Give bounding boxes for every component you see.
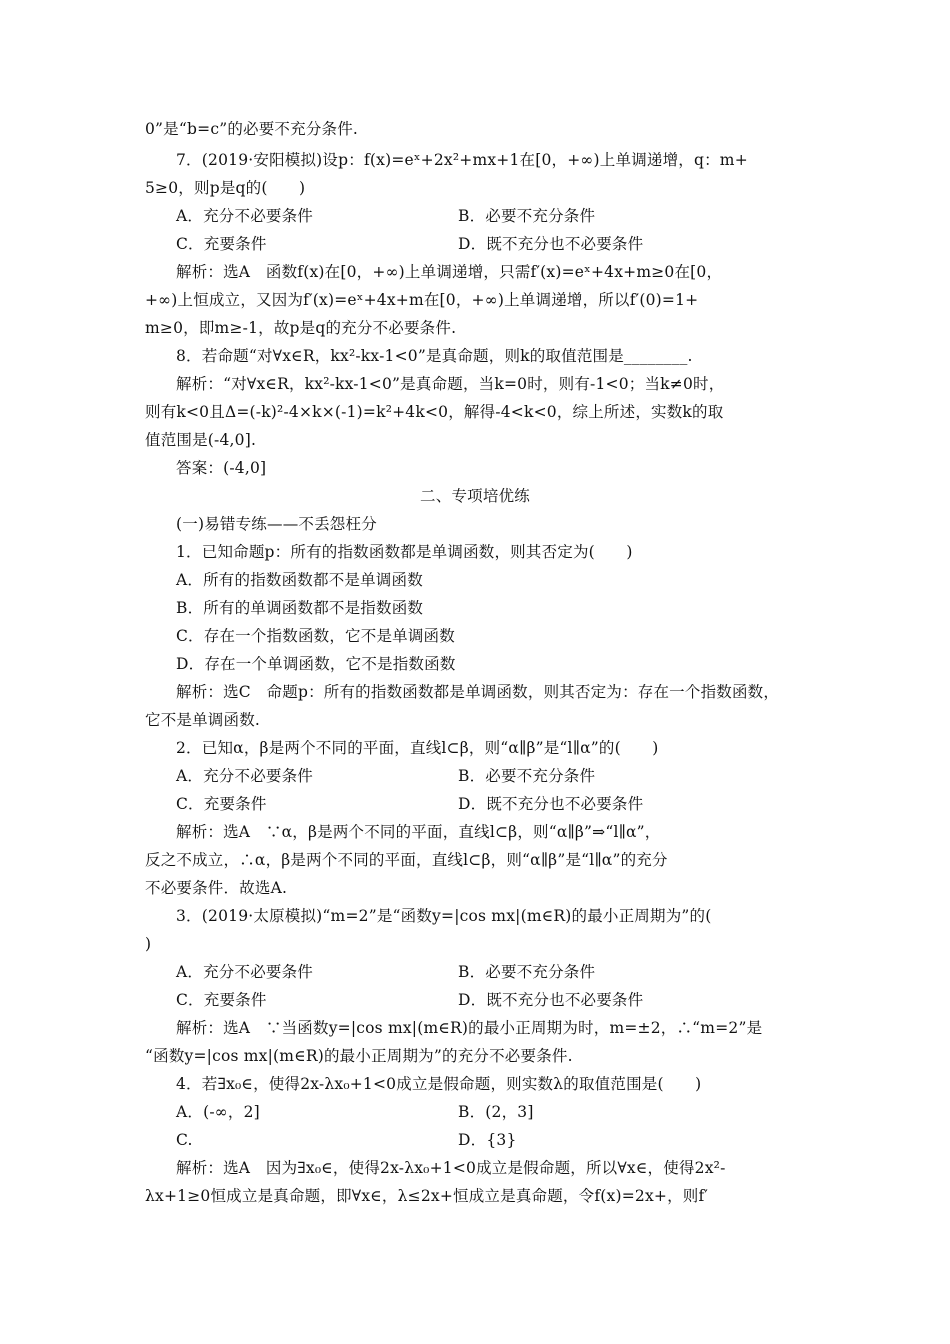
option-c: C．充要条件 [176, 795, 267, 813]
question-4: 4．若∃x₀∈，使得2x-λx₀+1<0成立是假命题，则实数λ的取值范围是( ) [176, 1075, 702, 1093]
option-c: C. [176, 1131, 193, 1149]
option-a: A．所有的指数函数都不是单调函数 [176, 571, 423, 589]
text-line: λx+1≥0恒成立是真命题，即∀x∈，λ≤2x+恒成立是真命题，令f(x)=2x+，则f′ [145, 1187, 709, 1205]
question-8: 8．若命题“对∀x∈R，kx²-kx-1<0”是真命题，则k的取值范围是________. [176, 347, 693, 365]
text-line: m≥0，即m≥-1，故p是q的充分不必要条件. [145, 319, 457, 337]
question-1: 1．已知命题p：所有的指数函数都是单调函数，则其否定为( ) [176, 543, 633, 561]
solution-4: 解析：选A 因为∃x₀∈，使得2x-λx₀+1<0成立是假命题，所以∀x∈，使得2x²- [176, 1159, 726, 1177]
section-heading: 二、专项培优练 [420, 487, 530, 505]
option-a: A．充分不必要条件 [176, 207, 313, 225]
option-b: B．(2，3] [458, 1103, 534, 1121]
solution-8: 解析：“对∀x∈R，kx²-kx-1<0”是真命题，当k=0时，则有-1<0；当k≠0时， [176, 375, 725, 393]
option-c: C．充要条件 [176, 235, 267, 253]
option-a: A．充分不必要条件 [176, 963, 313, 981]
question-3: 3．(2019·太原模拟)“m=2”是“函数y=|cos mx|(m∈R)的最小正周期为”的( [176, 907, 712, 925]
question-7: 7．(2019·安阳模拟)设p：f(x)=eˣ+2x²+mx+1在[0，+∞)上单调递增，q：m+ [176, 151, 748, 169]
text-line: ) [145, 935, 152, 953]
option-c: C．充要条件 [176, 991, 267, 1009]
text-line: 5≥0，则p是q的( ) [145, 179, 306, 197]
option-d: D．既不充分也不必要条件 [458, 795, 644, 813]
text-line: 0”是“b=c”的必要不充分条件. [145, 120, 359, 138]
option-d: D．既不充分也不必要条件 [458, 235, 644, 253]
option-b: B．必要不充分条件 [458, 207, 596, 225]
answer-8: 答案：(-4,0] [176, 459, 267, 477]
text-line: 值范围是(-4,0]. [145, 431, 257, 449]
solution-2: 解析：选A ∵α，β是两个不同的平面，直线l⊂β，则“α∥β”⇒“l∥α”， [176, 823, 661, 841]
option-a: A．(-∞，2] [176, 1103, 260, 1121]
subsection-heading: (一)易错专练——不丢怨枉分 [176, 515, 377, 533]
text-line: 反之不成立，∴α，β是两个不同的平面，直线l⊂β，则“α∥β”是“l∥α”的充分 [145, 851, 668, 869]
text-line: 不必要条件．故选A. [145, 879, 288, 897]
option-b: B．必要不充分条件 [458, 963, 596, 981]
option-d: D．{3} [458, 1131, 517, 1149]
solution-3: 解析：选A ∵当函数y=|cos mx|(m∈R)的最小正周期为时，m=±2，∴“m=2”是 [176, 1019, 763, 1037]
text-line: 它不是单调函数. [145, 711, 261, 729]
option-c: C．存在一个指数函数，它不是单调函数 [176, 627, 455, 645]
option-d: D．存在一个单调函数，它不是指数函数 [176, 655, 456, 673]
text-line: 则有k<0且Δ=(-k)²-4×k×(-1)=k²+4k<0，解得-4<k<0，综上所述，实数k的取 [145, 403, 724, 421]
option-a: A．充分不必要条件 [176, 767, 313, 785]
text-line: +∞)上恒成立，又因为f′(x)=eˣ+4x+m在[0，+∞)上单调递增，所以f′(0)=1+ [145, 291, 699, 309]
option-b: B．必要不充分条件 [458, 767, 596, 785]
solution-1: 解析：选C 命题p：所有的指数函数都是单调函数，则其否定为：存在一个指数函数， [176, 683, 780, 701]
question-2: 2．已知α，β是两个不同的平面，直线l⊂β，则“α∥β”是“l∥α”的( ) [176, 739, 659, 757]
text-line: “函数y=|cos mx|(m∈R)的最小正周期为”的充分不必要条件. [145, 1047, 573, 1065]
option-d: D．既不充分也不必要条件 [458, 991, 644, 1009]
option-b: B．所有的单调函数都不是指数函数 [176, 599, 424, 617]
solution-7: 解析：选A 函数f(x)在[0，+∞)上单调递增，只需f′(x)=eˣ+4x+m≥0在[0， [176, 263, 723, 281]
